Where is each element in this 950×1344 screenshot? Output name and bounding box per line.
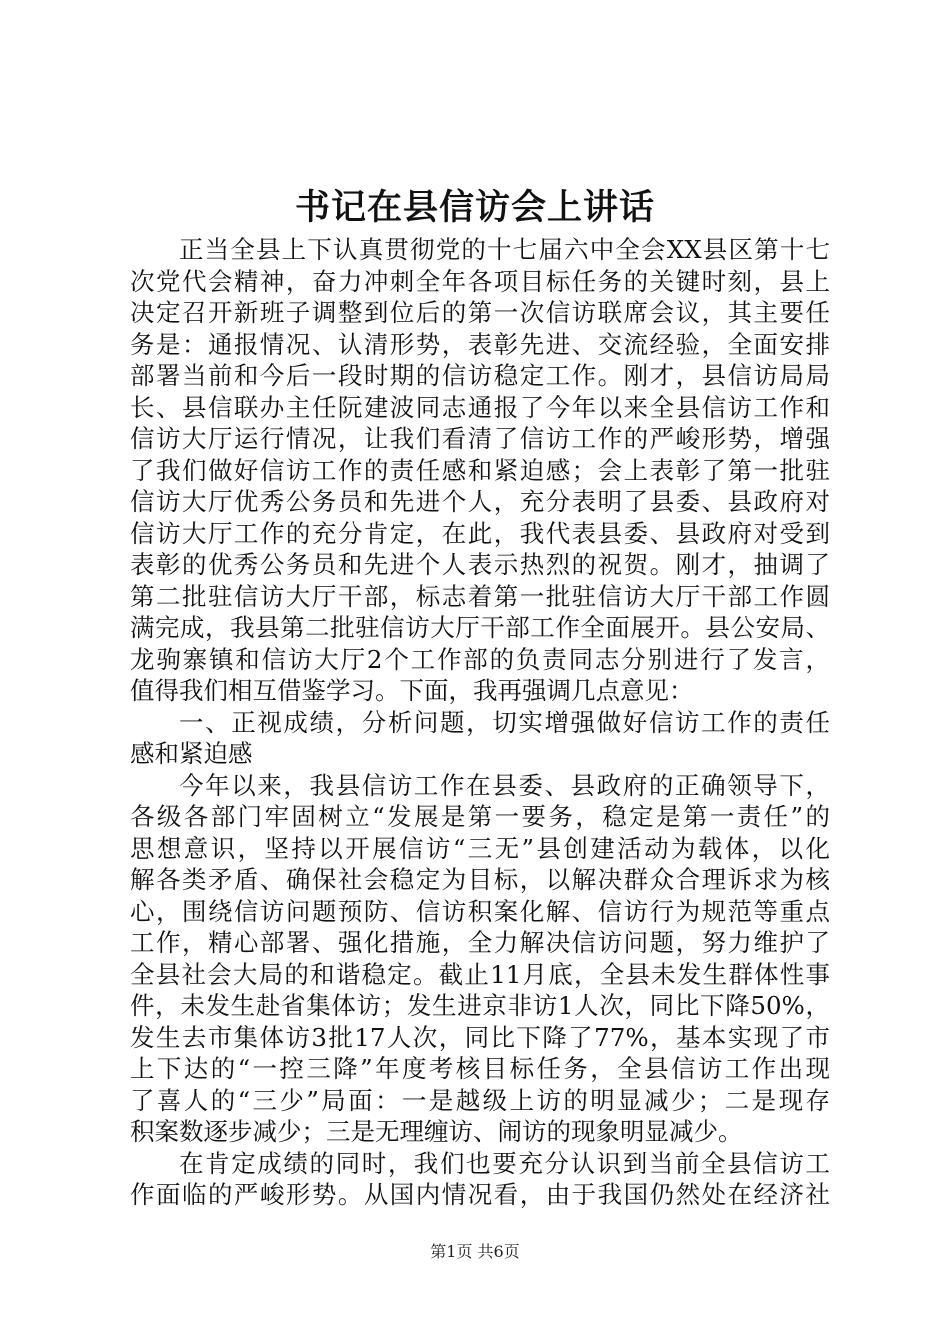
body-line: 表彰的优秀公务员和先进个人表示热烈的祝贺。刚才，抽调了	[130, 550, 830, 579]
body-line: 正当全县上下认真贯彻党的十七届六中全会XX县区第十七	[179, 235, 830, 264]
body-line: 信访大厅优秀公务员和先进个人，充分表明了县委、县政府对	[130, 487, 830, 516]
body-line: 部署当前和今后一段时期的信访稳定工作。刚才，县信访局局	[130, 361, 830, 390]
body-line: 龙驹寨镇和信访大厅2个工作部的负责同志分别进行了发言，	[130, 644, 830, 674]
body-line: 决定召开新班子调整到位后的第一次信访联席会议，其主要任	[130, 298, 830, 327]
body-line: 了我们做好信访工作的责任感和紧迫感；会上表彰了第一批驻	[130, 455, 830, 485]
body-line: 感和紧迫感	[130, 739, 253, 768]
body-line: 一、正视成绩，分析问题，切实增强做好信访工作的责任	[179, 707, 830, 737]
body-line: 心，围绕信访问题预防、信访积案化解、信访行为规范等重点	[130, 896, 830, 926]
body-line: 在肯定成绩的同时，我们也要充分认识到当前全县信访工	[179, 1148, 830, 1178]
body-line: 各级各部门牢固树立“发展是第一要务，稳定是第一责任”的	[130, 802, 830, 831]
body-line: 积案数逐步减少；三是无理缠访、闹访的现象明显减少。	[130, 1117, 743, 1146]
page-footer: 第1页 共6页	[430, 1242, 520, 1261]
body-line: 解各类矛盾、确保社会稳定为目标，以解决群众合理诉求为核	[130, 865, 830, 894]
body-line: 今年以来，我县信访工作在县委、县政府的正确领导下，	[179, 770, 830, 800]
body-line: 信访大厅工作的充分肯定，在此，我代表县委、县政府对受到	[130, 518, 830, 548]
body-line: 信访大厅运行情况，让我们看清了信访工作的严峻形势，增强	[130, 424, 830, 453]
body-line: 发生去市集体访3批17人次，同比下降了77%，基本实现了市	[130, 1022, 830, 1052]
body-line: 全县社会大局的和谐稳定。截止11月底，全县未发生群体性事	[130, 959, 830, 989]
body-line: 工作，精心部署、强化措施，全力解决信访问题，努力维护了	[130, 928, 830, 957]
body-line: 思想意识，坚持以开展信访“三无”县创建活动为载体，以化	[130, 833, 830, 863]
body-line: 次党代会精神，奋力冲刺全年各项目标任务的关键时刻，县上	[130, 266, 830, 296]
document-title: 书记在县信访会上讲话	[294, 187, 655, 228]
document-body	[130, 234, 830, 1211]
body-line: 值得我们相互借鉴学习。下面，我再强调几点意见：	[130, 676, 694, 705]
body-line: 了喜人的“三少”局面：一是越级上访的明显减少；二是现存	[130, 1085, 830, 1115]
body-line: 长、县信联办主任阮建波同志通报了今年以来全县信访工作和	[130, 392, 830, 422]
body-line: 满完成，我县第二批驻信访大厅干部工作全面展开。县公安局、	[130, 613, 830, 642]
body-line: 务是：通报情况、认清形势，表彰先进、交流经验，全面安排	[130, 329, 830, 359]
body-line: 作面临的严峻形势。从国内情况看，由于我国仍然处在经济社	[130, 1180, 830, 1209]
body-line: 上下达的“一控三降”年度考核目标任务，全县信访工作出现	[130, 1054, 830, 1083]
body-line: 件，未发生赴省集体访；发生进京非访1人次，同比下降50%，	[130, 991, 830, 1020]
body-line: 第二批驻信访大厅干部，标志着第一批驻信访大厅干部工作圆	[130, 581, 830, 611]
